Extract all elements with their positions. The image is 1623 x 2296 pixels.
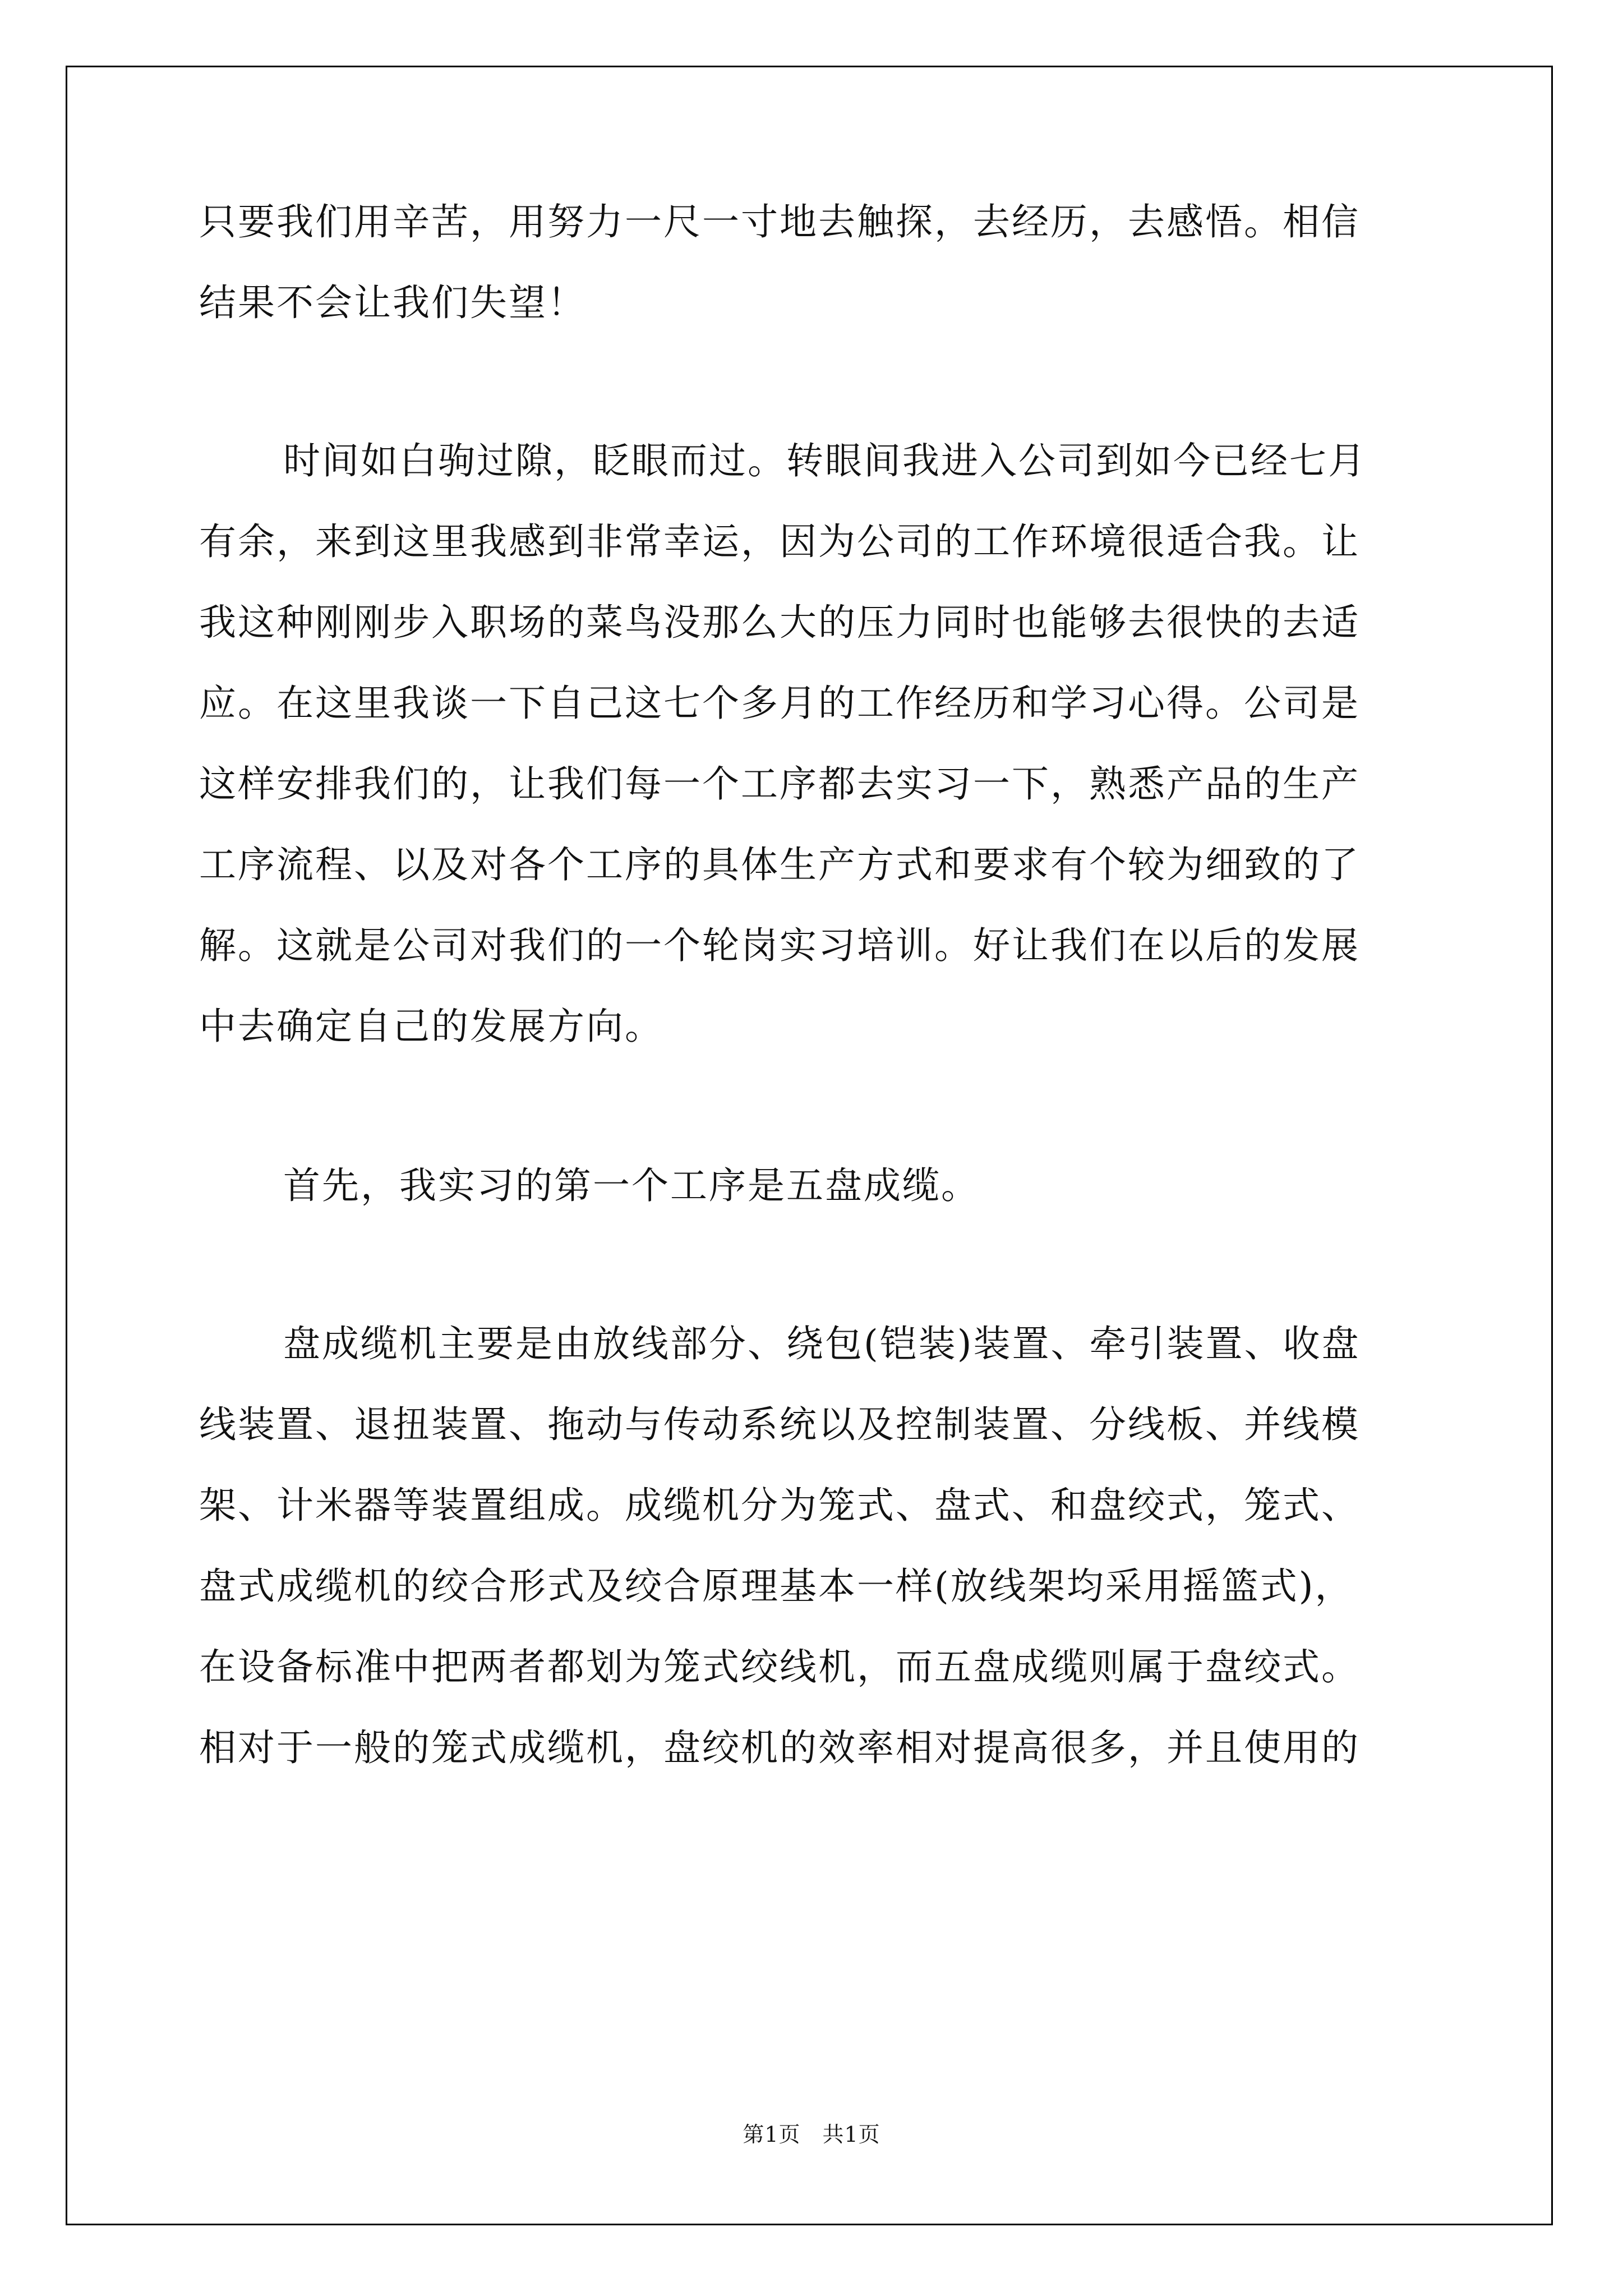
text-line: 有余，来到这里我感到非常幸运，因为公司的工作环境很适合我。让 [199,520,1360,563]
text-line: 只要我们用辛苦，用努力一尺一寸地去触探，去经历，去感悟。相信 [199,200,1360,243]
text-line: 解。这就是公司对我们的一个轮岗实习培训。好让我们在以后的发展 [199,924,1360,967]
paragraph-first-line: 首先，我实习的第一个工序是五盘成缆。 [283,1164,980,1207]
text-line: 中去确定自己的发展方向。 [199,1005,663,1048]
page-footer: 第1页 共1页 [743,2122,880,2147]
page-border [66,66,1553,2225]
text-line: 盘式成缆机的绞合形式及绞合原理基本一样(放线架均采用摇篮式)， [199,1565,1354,1608]
text-line: 线装置、退扭装置、拖动与传动系统以及控制装置、分线板、并线模 [199,1403,1360,1446]
text-line: 我这种刚刚步入职场的菜鸟没那么大的压力同时也能够去很快的去适 [199,601,1360,644]
paragraph-first-line: 盘成缆机主要是由放线部分、绕包(铠装)装置、牵引装置、收盘 [283,1322,1361,1365]
paragraph-first-line: 时间如白驹过隙，眨眼而过。转眼间我进入公司到如今已经七月 [283,439,1367,482]
text-line: 相对于一般的笼式成缆机，盘绞机的效率相对提高很多，并且使用的 [199,1726,1360,1769]
text-line: 这样安排我们的，让我们每一个工序都去实习一下，熟悉产品的生产 [199,762,1360,806]
text-line: 工序流程、以及对各个工序的具体生产方式和要求有个较为细致的了 [199,843,1360,886]
text-line: 在设备标准中把两者都划为笼式绞线机，而五盘成缆则属于盘绞式。 [199,1645,1360,1688]
text-line: 结果不会让我们失望！ [199,281,586,324]
text-line: 应。在这里我谈一下自己这七个多月的工作经历和学习心得。公司是 [199,682,1360,725]
text-line: 架、计米器等装置组成。成缆机分为笼式、盘式、和盘绞式，笼式、 [199,1484,1360,1527]
